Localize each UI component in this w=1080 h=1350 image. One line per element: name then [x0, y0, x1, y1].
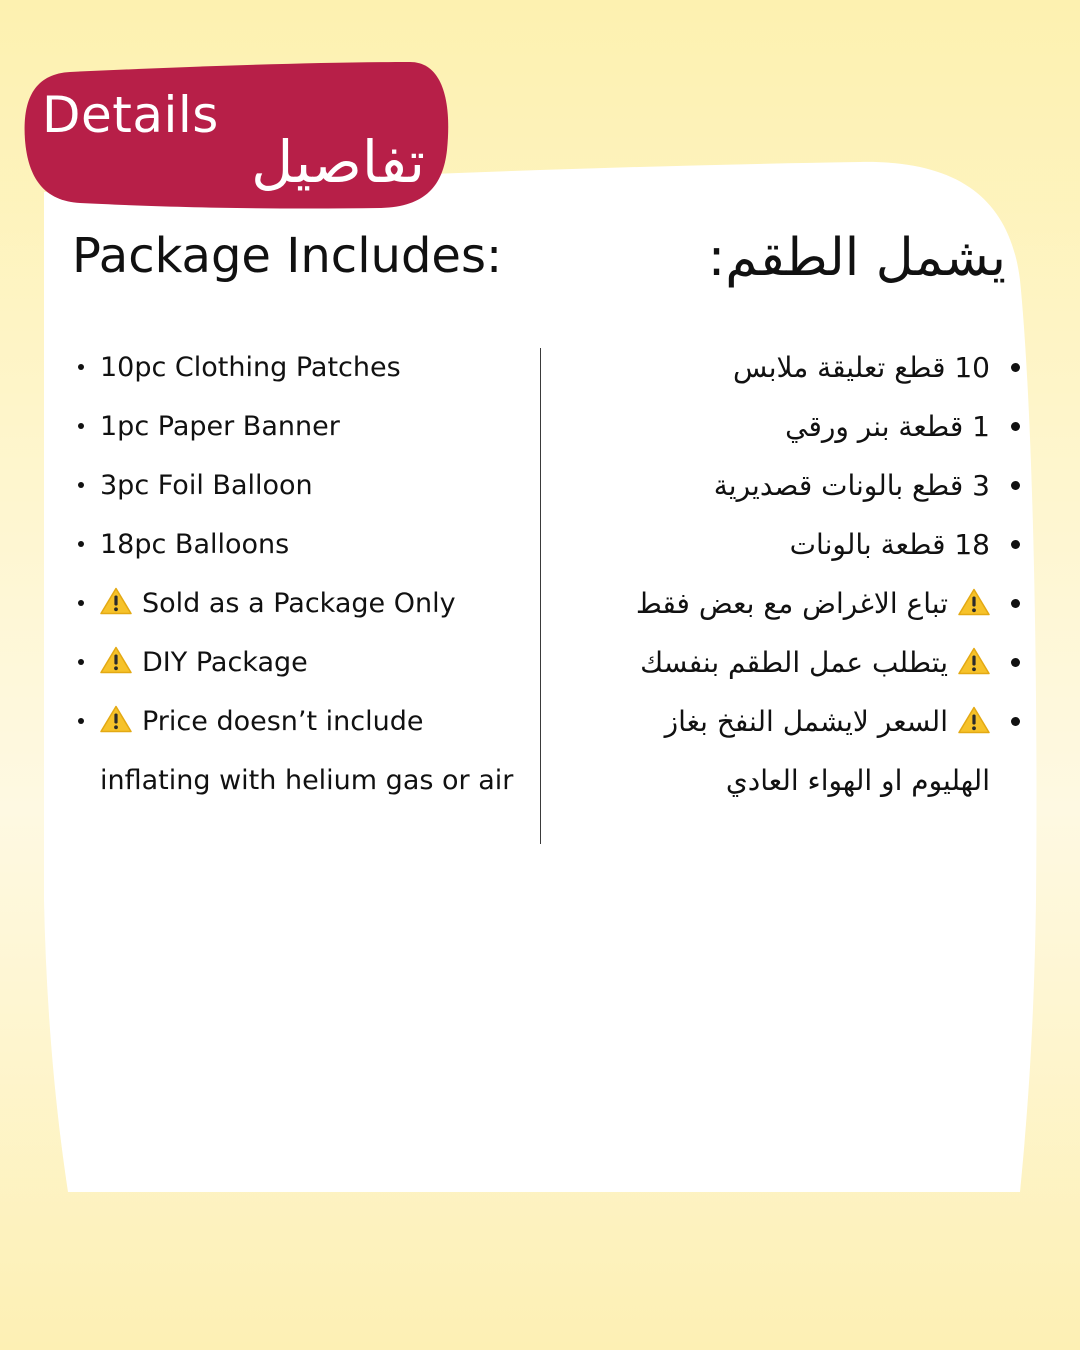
english-item-list [100, 338, 530, 810]
list-item: 3pc Foil Balloon [100, 456, 530, 515]
list-item: السعر لايشمل النفخ بغاز الهليوم او الهواء العادي [590, 692, 990, 810]
list-item: 18pc Balloons [100, 515, 530, 574]
details-title-arabic: تفاصيل [251, 128, 425, 196]
arabic-item-list [590, 338, 990, 810]
warning-icon [100, 705, 132, 733]
column-divider [540, 348, 541, 844]
list-item: Sold as a Package Only [100, 574, 530, 633]
list-item: 3 قطع بالونات قصديرية [590, 456, 990, 515]
list-item: تباع الاغراض مع بعض فقط [590, 574, 990, 633]
list-item: 1pc Paper Banner [100, 397, 530, 456]
warning-icon [958, 647, 990, 675]
warning-icon [958, 588, 990, 616]
package-includes-heading-arabic: يشمل الطقم: [707, 228, 1006, 288]
warning-icon [100, 587, 132, 615]
package-includes-heading: Package Includes: [72, 228, 503, 284]
list-item: 10 قطع تعليقة ملابس [590, 338, 990, 397]
warning-icon [958, 706, 990, 734]
list-item: 18 قطعة بالونات [590, 515, 990, 574]
list-item: Price doesn’t include inflating with helium gas or air [100, 692, 530, 810]
list-item: 1 قطعة بنر ورقي [590, 397, 990, 456]
warning-icon [100, 646, 132, 674]
list-item: 10pc Clothing Patches [100, 338, 530, 397]
list-item: DIY Package [100, 633, 530, 692]
list-item: يتطلب عمل الطقم بنفسك [590, 633, 990, 692]
details-title: Details [42, 86, 219, 144]
